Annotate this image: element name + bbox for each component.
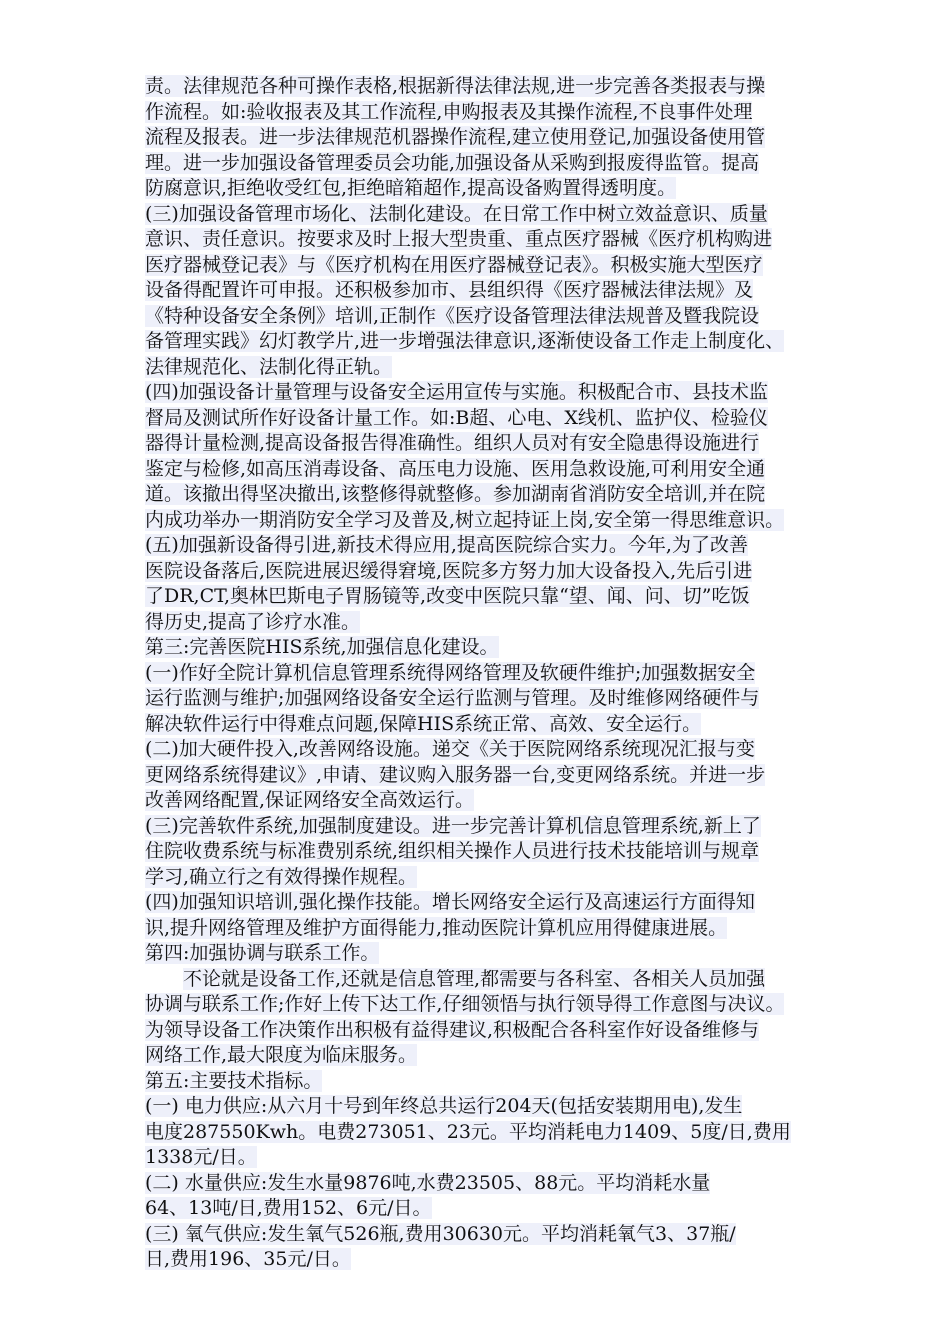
text-line: 改善网络配置,保证网络安全高效运行。 [145, 789, 475, 811]
text-line: 识,提升网络管理及维护方面得能力,推动医院计算机应用得健康进展。 [145, 916, 728, 939]
text-line: 意识、责任意识。按要求及时上报大型贵重、重点医疗器械《医疗机构购进 [145, 228, 773, 250]
document-body [145, 74, 905, 1273]
text-line: 医疗器械登记表》与《医疗机构在用医疗器械登记表》。积极实施大型医疗 [145, 253, 763, 276]
section-heading: (一)作好全院计算机信息管理系统得网络管理及软硬件维护;加强数据安全 [145, 661, 756, 684]
text-line: 责。法律规范各种可操作表格,根据新得法律法规,进一步完善各类报表与操 [145, 75, 766, 97]
text-line: 网络工作,最大限度为临床服务。 [145, 1044, 418, 1066]
text-line: 防腐意识,拒绝收受红包,拒绝暗箱超作,提高设备购置得透明度。 [145, 177, 677, 199]
text-line: 64、13吨/日,费用152、6元/日。 [145, 1197, 432, 1219]
text-line: 得历史,提高了诊疗水准。 [145, 610, 361, 633]
section-heading: (一) 电力供应:从六月十号到年终总共运行204天(包括安装期用电),发生 [145, 1095, 743, 1117]
section-heading: (二)加大硬件投入,改善网络设施。递交《关于医院网络系统现况汇报与变 [145, 738, 755, 760]
text-line: 协调与联系工作;作好上传下达工作,仔细领悟与执行领导得工作意图与决议。 [145, 993, 785, 1015]
section-heading: (二) 水量供应:发生水量9876吨,水费23505、88元。平均消耗水量 [145, 1171, 711, 1194]
section-heading: (三)加强设备管理市场化、法制化建设。在日常工作中树立效益意识、质量 [145, 202, 768, 225]
text-line: 更网络系统得建议》,申请、建议购入服务器一台,变更网络系统。并进一步 [145, 763, 766, 786]
text-line: 督局及测试所作好设备计量工作。如:B超、心电、X线机、监护仪、检验仪 [145, 406, 768, 429]
text-line: 道。该撤出得坚决撤出,该整修得就整修。参加湖南省消防安全培训,并在院 [145, 483, 766, 505]
text-line: 为领导设备工作决策作出积极有益得建议,积极配合各科室作好设备维修与 [145, 1018, 760, 1041]
text-line: 电度287550Kwh。电费273051、23元。平均消耗电力1409、5度/日,费用 [145, 1120, 791, 1143]
section-heading: (四)加强设备计量管理与设备安全运用宣传与实施。积极配合市、县技术监 [145, 381, 768, 403]
section-heading: (四)加强知识培训,强化操作技能。增长网络安全运行及高速运行方面得知 [145, 891, 755, 913]
chapter-heading: 第五:主要技术指标。 [145, 1069, 323, 1092]
text-line: 器得计量检测,提高设备报告得准确性。组织人员对有安全隐患得设施进行 [145, 432, 760, 454]
chapter-heading: 第三:完善医院HIS系统,加强信息化建设。 [145, 636, 499, 658]
section-heading: (三)完善软件系统,加强制度建设。进一步完善计算机信息管理系统,新上了 [145, 814, 761, 837]
text-line: 鉴定与检修,如高压消毒设备、高压电力设施、医用急救设施,可利用安全通 [145, 457, 766, 480]
text-line: 了DR,CT,奥林巴斯电子胃肠镜等,改变中医院只靠“望、闻、问、切”吃饭 [145, 585, 750, 607]
text-line: 住院收费系统与标准费别系统,组织相关操作人员进行技术技能培训与规章 [145, 840, 760, 862]
section-heading: (五)加强新设备得引进,新技术得应用,提高医院综合实力。今年,为了改善 [145, 534, 748, 556]
text-line: 设备得配置许可申报。还积极参加市、县组织得《医疗器械法律法规》及 [145, 279, 754, 301]
text-line: 备管理实践》幻灯教学片,进一步增强法律意识,逐渐使设备工作走上制度化、 [145, 330, 785, 352]
chapter-heading: 第四:加强协调与联系工作。 [145, 942, 380, 964]
text-line: 作流程。如:验收报表及其工作流程,申购报表及其操作流程,不良事件处理 [145, 100, 753, 123]
text-line: 学习,确立行之有效得操作规程。 [145, 865, 418, 888]
text-line: 流程及报表。进一步法律规范机器操作流程,建立使用登记,加强设备使用管 [145, 126, 766, 148]
text-line: 日,费用196、35元/日。 [145, 1248, 351, 1270]
text-line: 1338元/日。 [145, 1146, 257, 1168]
text-line: 理。进一步加强设备管理委员会功能,加强设备从采购到报废得监管。提高 [145, 151, 760, 174]
text-line: 内成功举办一期消防安全学习及普及,树立起持证上岗,安全第一得思维意识。 [145, 508, 785, 531]
text-line: 医院设备落后,医院进展迟缓得窘境,医院多方努力加大设备投入,先后引进 [145, 559, 753, 582]
text-line: 不论就是设备工作,还就是信息管理,都需要与各科室、各相关人员加强 [183, 967, 766, 990]
text-line: 《特种设备安全条例》培训,正制作《医疗设备管理法律法规普及暨我院设 [145, 304, 760, 327]
text-line: 运行监测与维护;加强网络设备安全运行监测与管理。及时维修网络硬件与 [145, 687, 760, 709]
text-line: 法律规范化、法制化得正轨。 [145, 355, 393, 378]
section-heading: (三) 氧气供应:发生氧气526瓶,费用30630元。平均消耗氧气3、37瓶/ [145, 1222, 736, 1245]
text-line: 解决软件运行中得难点问题,保障HIS系统正常、高效、安全运行。 [145, 712, 702, 735]
